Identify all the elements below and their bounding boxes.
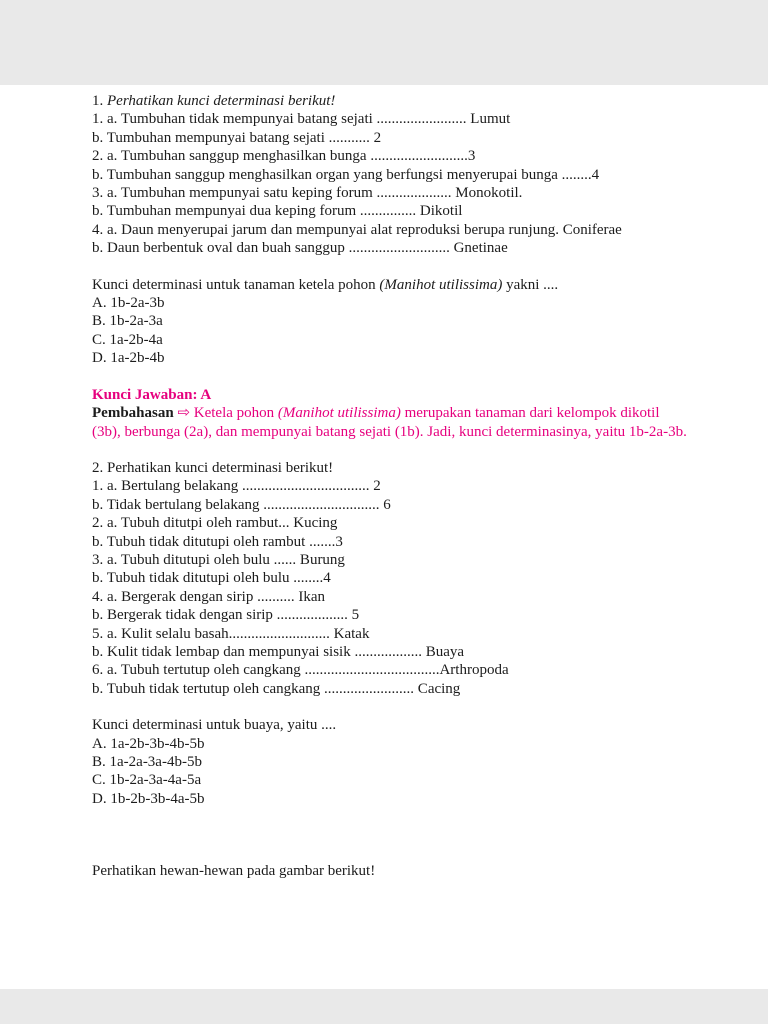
key-line: 1. a. Tumbuhan tidak mempunyai batang sejati ........................ Lumut	[92, 111, 511, 128]
key-line: 3. a. Tumbuhan mempunyai satu keping forum .................... Monokotil.	[92, 185, 523, 202]
q1-question-species: (Manihot utilissima)	[379, 276, 503, 293]
key-line: b. Daun berbentuk oval dan buah sanggup ........................... Gnetinae	[92, 240, 508, 257]
key-line: 1. a. Bertulang belakang .................................. 2	[92, 478, 381, 495]
key-line: 2. a. Tumbuhan sanggup menghasilkan bunga ..........................3	[92, 148, 476, 165]
key-line: b. Tubuh tidak ditutupi oleh bulu ........4	[92, 570, 331, 587]
answer-option: D. 1a-2b-4b	[92, 350, 165, 367]
answer-option: B. 1a-2a-3a-4b-5b	[92, 754, 202, 770]
key-line: b. Tidak bertulang belakang ............................... 6	[92, 496, 391, 513]
q1-answer-block	[92, 386, 690, 441]
q1-pembahasan	[92, 404, 690, 441]
q2-question: Kunci determinasi untuk buaya, yaitu ....	[92, 717, 337, 734]
answer-option: A. 1b-2a-3b	[92, 295, 165, 312]
answer-option: C. 1a-2b-4a	[92, 331, 163, 348]
key-line: 4. a. Daun menyerupai jarum dan mempunyai alat reproduksi berupa runjung. Coniferae	[92, 221, 622, 238]
page-content	[0, 85, 768, 881]
key-line: b. Bergerak tidak dengan sirip ................... 5	[92, 607, 360, 624]
key-line: 5. a. Kulit selalu basah........................... Katak	[92, 625, 370, 642]
answer-key: Kunci Jawaban: A	[92, 386, 212, 403]
key-line: b. Tubuh tidak tertutup oleh cangkang ........................ Cacing	[92, 680, 461, 697]
pembahasan-label: Pembahasan	[92, 405, 174, 422]
key-line: 4. a. Bergerak dengan sirip .......... Ikan	[92, 588, 325, 605]
q1-number: 1.	[92, 93, 107, 109]
answer-option: B. 1b-2a-3a	[92, 313, 163, 330]
key-line: 2. a. Tubuh ditutpi oleh rambut... Kucing	[92, 515, 338, 532]
q1-intro-text: Perhatikan kunci determinasi berikut!	[107, 93, 336, 109]
viewer-background-top	[0, 0, 768, 85]
q1-question-post: yakni ....	[502, 276, 559, 293]
viewer-background-bottom	[0, 989, 768, 1024]
answer-option: A. 1a-2b-3b-4b-5b	[92, 735, 205, 752]
answer-option: C. 1b-2a-3a-4a-5a	[92, 772, 202, 789]
key-line: b. Kulit tidak lembap dan mempunyai sisik .................. Buaya	[92, 643, 465, 660]
q1-question-block	[92, 276, 690, 368]
q2-intro-line: 2. Perhatikan kunci determinasi berikut!	[92, 459, 334, 476]
q2-question-block	[92, 716, 690, 808]
q1-question	[92, 276, 690, 294]
q2-determination-key	[92, 459, 690, 698]
q1-intro-line	[92, 92, 690, 110]
key-line: b. Tumbuhan mempunyai batang sejati ........... 2	[92, 129, 382, 146]
key-line: b. Tumbuhan mempunyai dua keping forum ............... Dikotil	[92, 203, 463, 220]
q1-determination-key	[92, 92, 690, 258]
document-page	[0, 85, 768, 989]
answer-option: D. 1b-2b-3b-4a-5b	[92, 790, 205, 807]
key-line: 6. a. Tubuh tertutup oleh cangkang ....................................Arthropoda	[92, 662, 509, 679]
pembahasan-arrow-icon: ⇨	[177, 405, 191, 422]
pembahasan-species: (Manihot utilissima)	[277, 405, 401, 422]
key-line: b. Tubuh tidak ditutupi oleh rambut .......3	[92, 533, 343, 550]
key-line: 3. a. Tubuh ditutupi oleh bulu ...... Burung	[92, 551, 345, 568]
pembahasan-text-post: merupakan tanaman dari kelompok dikotil (3b), berbunga (2a), dan mempunyai batang sejati (1b). Jadi, kunci determinasinya, yaitu 1b-2a-3b.	[92, 405, 687, 440]
q1-question-pre: Kunci determinasi untuk tanaman ketela pohon	[92, 276, 380, 293]
key-line: b. Tumbuhan sanggup menghasilkan organ yang berfungsi menyerupai bunga ........4	[92, 166, 600, 183]
pembahasan-text-pre: Ketela pohon	[190, 405, 278, 422]
footer-instruction: Perhatikan hewan-hewan pada gambar berikut!	[92, 863, 376, 880]
